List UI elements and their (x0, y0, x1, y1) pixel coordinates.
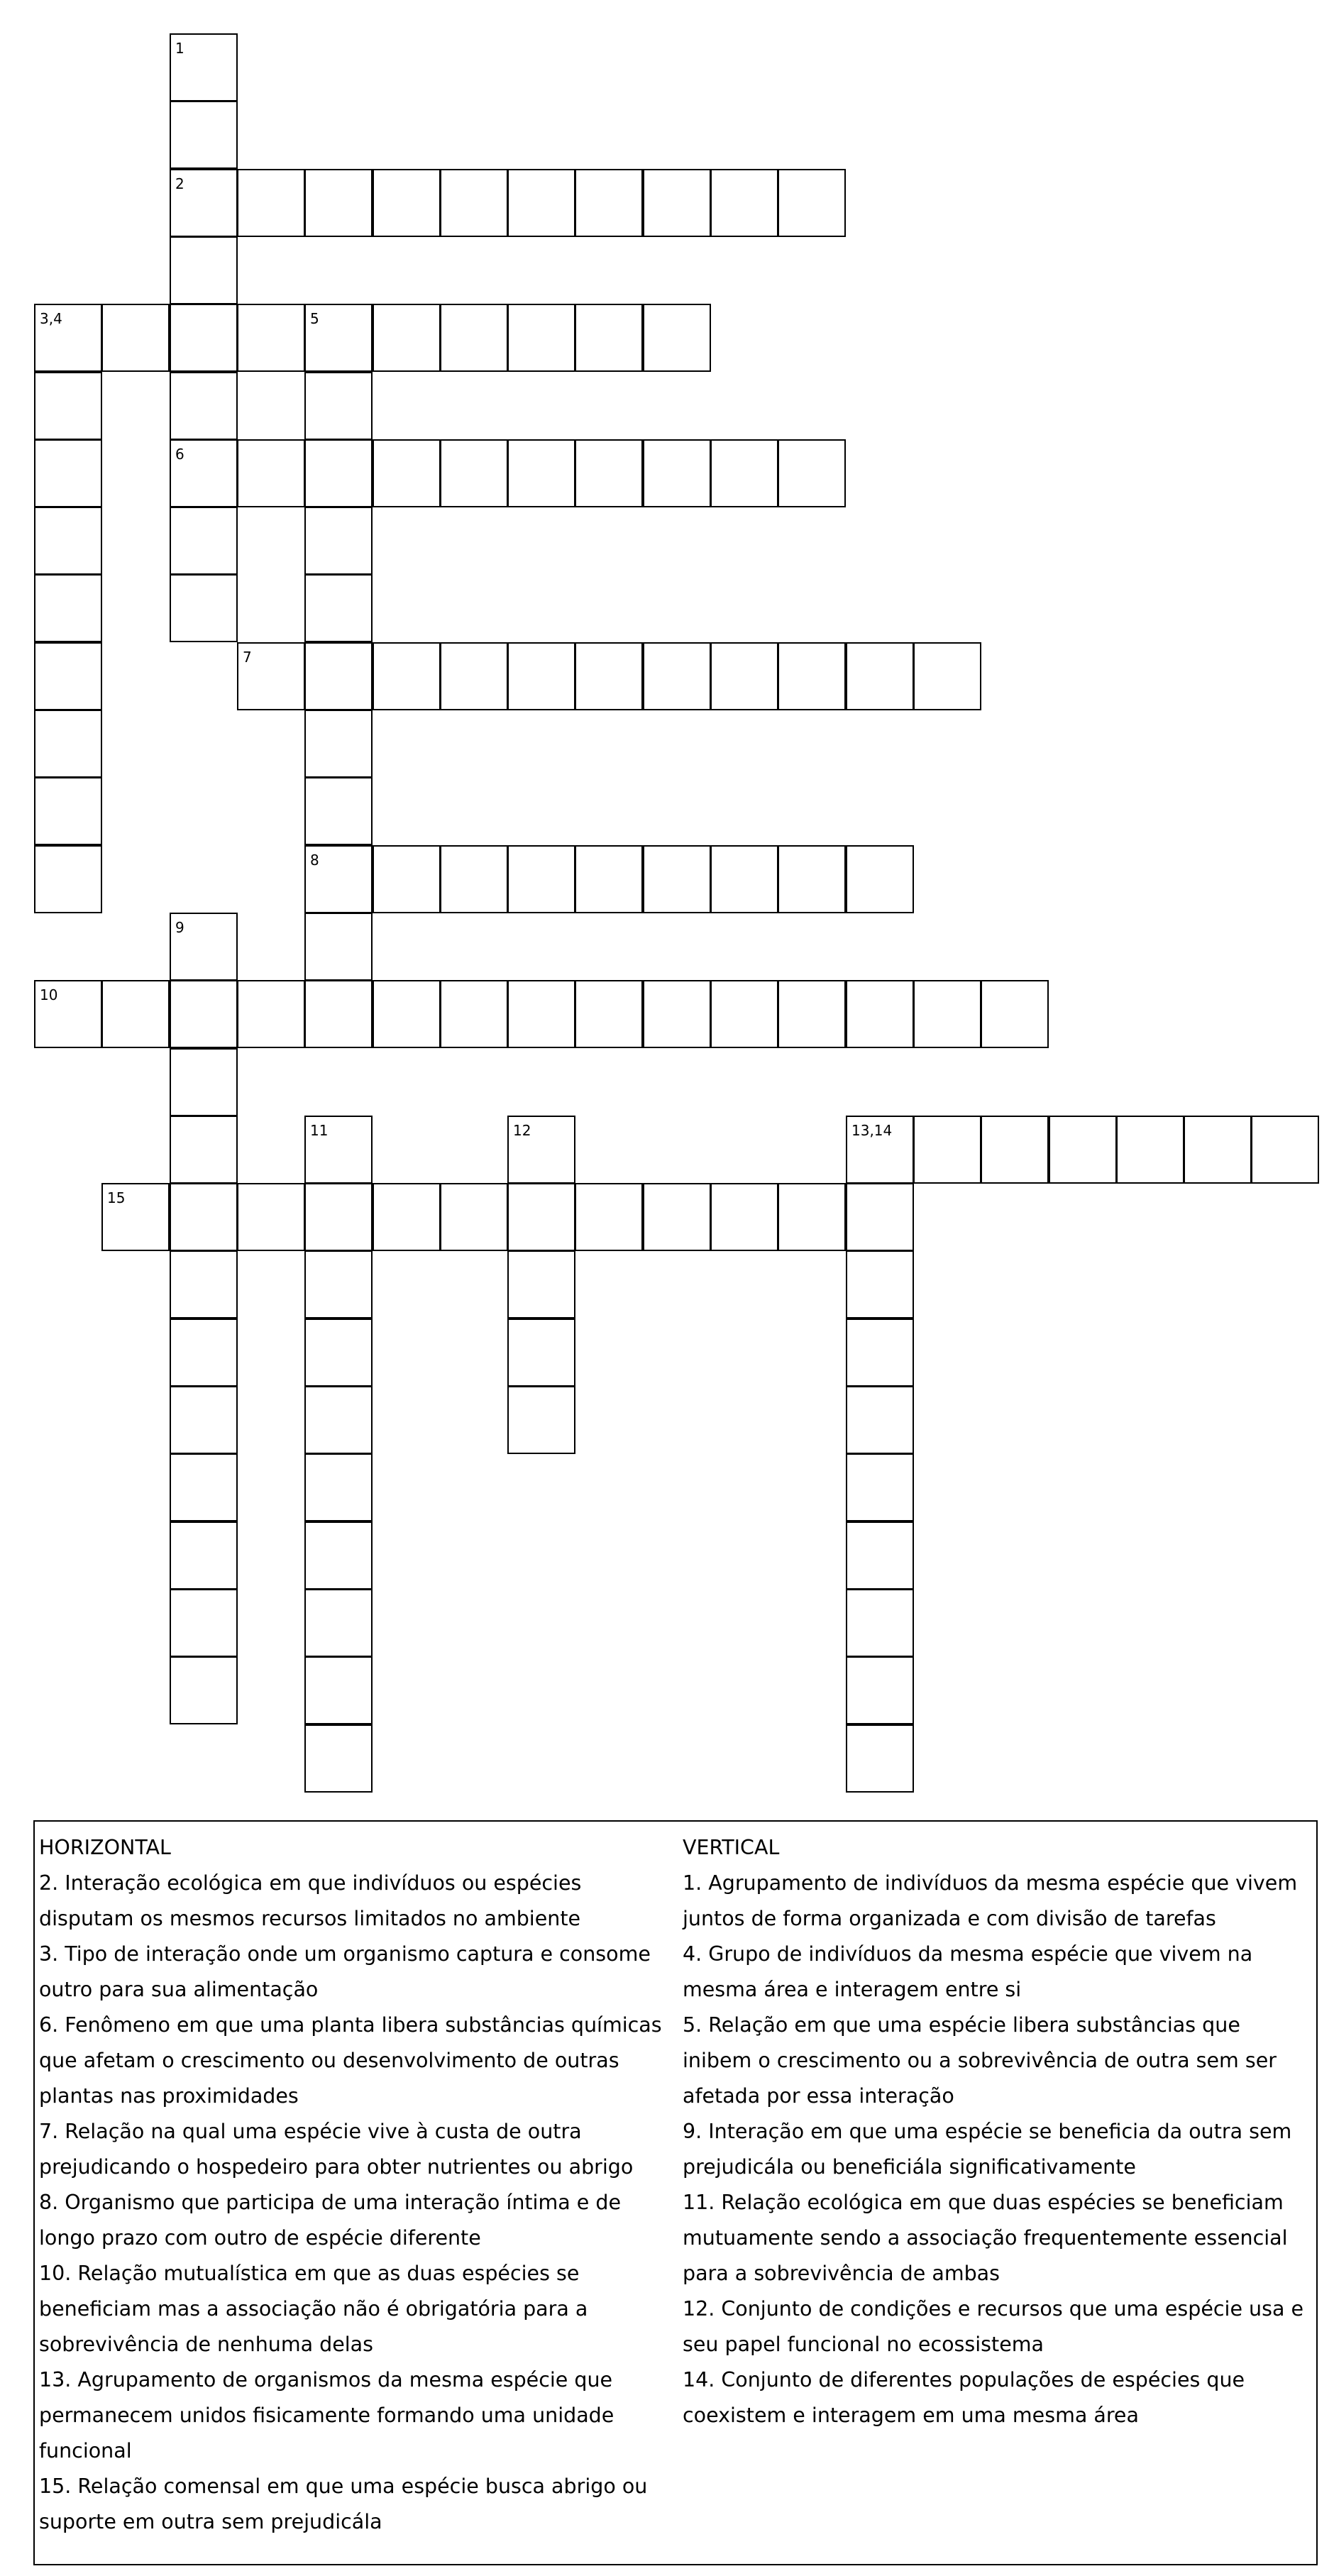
grid-cell[interactable] (304, 1656, 373, 1724)
grid-cell[interactable] (101, 1183, 170, 1251)
grid-cell[interactable] (170, 1250, 238, 1319)
clue-number: 12 (513, 1122, 531, 1139)
grid-cell[interactable] (34, 304, 102, 372)
grid-cell[interactable] (440, 1183, 508, 1251)
grid-cell[interactable] (373, 845, 441, 913)
grid-cell[interactable] (1251, 1116, 1319, 1184)
grid-cell[interactable] (846, 845, 914, 913)
clue-number: 2 (175, 175, 184, 192)
clue-number: 13,14 (851, 1122, 893, 1139)
grid-cell[interactable] (643, 1183, 711, 1251)
grid-cell[interactable] (440, 980, 508, 1048)
grid-cell[interactable] (34, 710, 102, 778)
grid-cell[interactable] (846, 1724, 914, 1793)
grid-cell[interactable] (507, 1386, 575, 1454)
grid-cell[interactable] (304, 372, 373, 440)
grid-cell[interactable] (440, 845, 508, 913)
clue-number: 15 (107, 1189, 126, 1206)
grid-cell[interactable] (373, 304, 441, 372)
grid-cell[interactable] (575, 304, 643, 372)
grid-cell[interactable] (710, 980, 778, 1048)
grid-cell[interactable] (304, 1521, 373, 1590)
grid-cell[interactable] (913, 1116, 981, 1184)
grid-cell[interactable] (304, 777, 373, 845)
grid-cell[interactable] (34, 507, 102, 575)
grid-cell[interactable] (304, 574, 373, 642)
grid-cell[interactable] (170, 33, 238, 101)
clue-number: 10 (40, 986, 58, 1003)
grid-cell[interactable] (304, 169, 373, 237)
grid-cell[interactable] (170, 169, 238, 237)
grid-cell[interactable] (237, 1183, 305, 1251)
grid-cell[interactable] (170, 1589, 238, 1657)
grid-cell[interactable] (507, 642, 575, 710)
vertical-heading: VERTICAL (683, 1836, 780, 1859)
grid-cell[interactable] (101, 304, 170, 372)
grid-cell[interactable] (440, 169, 508, 237)
grid-cell[interactable] (981, 1116, 1049, 1184)
grid-cell[interactable] (304, 1183, 373, 1251)
grid-cell[interactable] (170, 1521, 238, 1590)
grid-cell[interactable] (846, 1453, 914, 1521)
grid-cell[interactable] (575, 1183, 643, 1251)
grid-cell[interactable] (507, 169, 575, 237)
grid-cell[interactable] (507, 304, 575, 372)
grid-cell[interactable] (170, 1656, 238, 1724)
grid-cell[interactable] (170, 574, 238, 642)
grid-cell[interactable] (440, 304, 508, 372)
grid-cell[interactable] (710, 1183, 778, 1251)
clue-number: 11 (310, 1122, 329, 1139)
grid-cell[interactable] (507, 845, 575, 913)
grid-cell[interactable] (237, 169, 305, 237)
horizontal-clues (39, 1830, 674, 2540)
grid-cell[interactable] (170, 913, 238, 981)
grid-cell[interactable] (507, 1319, 575, 1387)
grid-cell[interactable] (304, 1589, 373, 1657)
grid-cell[interactable] (373, 1183, 441, 1251)
grid-cell[interactable] (643, 845, 711, 913)
clue-down-12: 12. Conjunto de condições e recursos que uma espécie usa e seu papel funcional no ecossistema (683, 2297, 1304, 2356)
vertical-clues (683, 1830, 1307, 2433)
grid-cell[interactable] (846, 1589, 914, 1657)
grid-cell[interactable] (846, 1116, 914, 1184)
grid-cell[interactable] (170, 1386, 238, 1454)
clue-across-7: 7. Relação na qual uma espécie vive à custa de outra prejudicando o hospedeiro para obter nutrientes ou abrigo (39, 2120, 634, 2179)
grid-cell[interactable] (170, 1183, 238, 1251)
grid-cell[interactable] (304, 1250, 373, 1319)
grid-cell[interactable] (237, 980, 305, 1048)
grid-cell[interactable] (304, 1116, 373, 1184)
grid-cell[interactable] (170, 372, 238, 440)
grid-cell[interactable] (170, 507, 238, 575)
clue-across-15: 15. Relação comensal em que uma espécie busca abrigo ou suporte em outra sem prejudicála (39, 2475, 648, 2533)
clue-down-5: 5. Relação em que uma espécie libera substâncias que inibem o crescimento ou a sobrevivência de outra sem ser afetada por essa interação (683, 2013, 1277, 2108)
grid-cell[interactable] (1116, 1116, 1184, 1184)
grid-cell[interactable] (304, 1453, 373, 1521)
grid-cell[interactable] (304, 913, 373, 981)
grid-cell[interactable] (304, 980, 373, 1048)
horizontal-heading: HORIZONTAL (39, 1836, 171, 1859)
grid-cell[interactable] (846, 1521, 914, 1590)
clue-number: 8 (310, 852, 319, 869)
grid-cell[interactable] (846, 642, 914, 710)
grid-cell[interactable] (304, 507, 373, 575)
clue-down-1: 1. Agrupamento de indivíduos da mesma espécie que vivem juntos de forma organizada e com divisão de tarefas (683, 1871, 1298, 1930)
grid-cell[interactable] (34, 372, 102, 440)
grid-cell[interactable] (981, 980, 1049, 1048)
grid-cell[interactable] (643, 304, 711, 372)
clue-down-4: 4. Grupo de indivíduos da mesma espécie que vivem na mesma área e interagem entre si (683, 1942, 1253, 2001)
grid-cell[interactable] (575, 845, 643, 913)
grid-cell[interactable] (304, 1386, 373, 1454)
grid-cell[interactable] (846, 1656, 914, 1724)
clue-across-10: 10. Relação mutualística em que as duas espécies se beneficiam mas a associação não é obrigatória para a sobrevivência de nenhuma delas (39, 2262, 588, 2356)
grid-cell[interactable] (170, 236, 238, 304)
grid-cell[interactable] (304, 1724, 373, 1793)
grid-cell[interactable] (440, 642, 508, 710)
grid-cell[interactable] (1049, 1116, 1117, 1184)
clue-number: 7 (243, 649, 252, 666)
grid-cell[interactable] (101, 980, 170, 1048)
grid-cell[interactable] (34, 777, 102, 845)
grid-cell[interactable] (643, 169, 711, 237)
grid-cell[interactable] (34, 980, 102, 1048)
grid-cell[interactable] (170, 439, 238, 507)
grid-cell[interactable] (643, 642, 711, 710)
grid-cell[interactable] (846, 980, 914, 1048)
grid-cell[interactable] (170, 101, 238, 169)
clue-across-2: 2. Interação ecológica em que indivíduos ou espécies disputam os mesmos recursos limitados no ambiente (39, 1871, 582, 1930)
grid-cell[interactable] (1184, 1116, 1252, 1184)
grid-cell[interactable] (710, 439, 778, 507)
grid-cell[interactable] (575, 980, 643, 1048)
grid-cell[interactable] (575, 169, 643, 237)
grid-cell[interactable] (170, 1453, 238, 1521)
grid-cell[interactable] (170, 304, 238, 372)
clue-number: 1 (175, 40, 184, 57)
grid-cell[interactable] (643, 980, 711, 1048)
grid-cell[interactable] (34, 642, 102, 710)
grid-cell[interactable] (778, 439, 846, 507)
grid-cell[interactable] (846, 1386, 914, 1454)
grid-cell[interactable] (170, 1048, 238, 1116)
grid-cell[interactable] (846, 1319, 914, 1387)
grid-cell[interactable] (373, 169, 441, 237)
grid-cell[interactable] (507, 1250, 575, 1319)
grid-cell[interactable] (170, 1116, 238, 1184)
grid-cell[interactable] (778, 169, 846, 237)
grid-cell[interactable] (170, 1319, 238, 1387)
grid-cell[interactable] (304, 642, 373, 710)
grid-cell[interactable] (710, 845, 778, 913)
grid-cell[interactable] (913, 980, 981, 1048)
grid-cell[interactable] (304, 304, 373, 372)
grid-cell[interactable] (507, 1116, 575, 1184)
clue-down-11: 11. Relação ecológica em que duas espécies se beneficiam mutuamente sendo a associação frequentemente essencial para a sobrevivência de ambas (683, 2191, 1288, 2285)
grid-cell[interactable] (304, 1319, 373, 1387)
clue-number: 6 (175, 446, 184, 463)
grid-cell[interactable] (373, 642, 441, 710)
grid-cell[interactable] (304, 845, 373, 913)
grid-cell[interactable] (304, 710, 373, 778)
clues-panel (33, 1820, 1318, 2565)
grid-cell[interactable] (778, 845, 846, 913)
clue-number: 3,4 (40, 310, 62, 327)
grid-cell[interactable] (237, 304, 305, 372)
grid-cell[interactable] (304, 439, 373, 507)
grid-cell[interactable] (237, 439, 305, 507)
grid-cell[interactable] (913, 642, 981, 710)
grid-cell[interactable] (643, 439, 711, 507)
grid-cell[interactable] (507, 439, 575, 507)
grid-cell[interactable] (575, 642, 643, 710)
grid-cell[interactable] (507, 1183, 575, 1251)
clue-across-8: 8. Organismo que participa de uma interação íntima e de longo prazo com outro de espécie diferente (39, 2191, 621, 2250)
clue-number: 5 (310, 310, 319, 327)
grid-cell[interactable] (440, 439, 508, 507)
grid-cell[interactable] (507, 980, 575, 1048)
grid-cell[interactable] (575, 439, 643, 507)
clue-across-13: 13. Agrupamento de organismos da mesma espécie que permanecem unidos fisicamente formando uma unidade funcional (39, 2368, 614, 2462)
grid-cell[interactable] (778, 980, 846, 1048)
clue-across-6: 6. Fenômeno em que uma planta libera substâncias químicas que afetam o crescimento ou desenvolvimento de outras plantas nas proximidades (39, 2013, 662, 2108)
grid-cell[interactable] (846, 1183, 914, 1251)
clue-number: 9 (175, 919, 184, 936)
grid-cell[interactable] (170, 980, 238, 1048)
grid-cell[interactable] (34, 574, 102, 642)
clue-across-3: 3. Tipo de interação onde um organismo captura e consome outro para sua alimentação (39, 1942, 651, 2001)
grid-cell[interactable] (373, 980, 441, 1048)
grid-cell[interactable] (237, 642, 305, 710)
grid-cell[interactable] (710, 642, 778, 710)
grid-cell[interactable] (34, 439, 102, 507)
clue-down-14: 14. Conjunto de diferentes populações de espécies que coexistem e interagem em uma mesma área (683, 2368, 1245, 2427)
grid-cell[interactable] (373, 439, 441, 507)
grid-cell[interactable] (34, 845, 102, 913)
grid-cell[interactable] (778, 1183, 846, 1251)
grid-cell[interactable] (710, 169, 778, 237)
clue-down-9: 9. Interação em que uma espécie se beneficia da outra sem prejudicála ou beneficiála significativamente (683, 2120, 1292, 2179)
grid-cell[interactable] (778, 642, 846, 710)
grid-cell[interactable] (846, 1250, 914, 1319)
